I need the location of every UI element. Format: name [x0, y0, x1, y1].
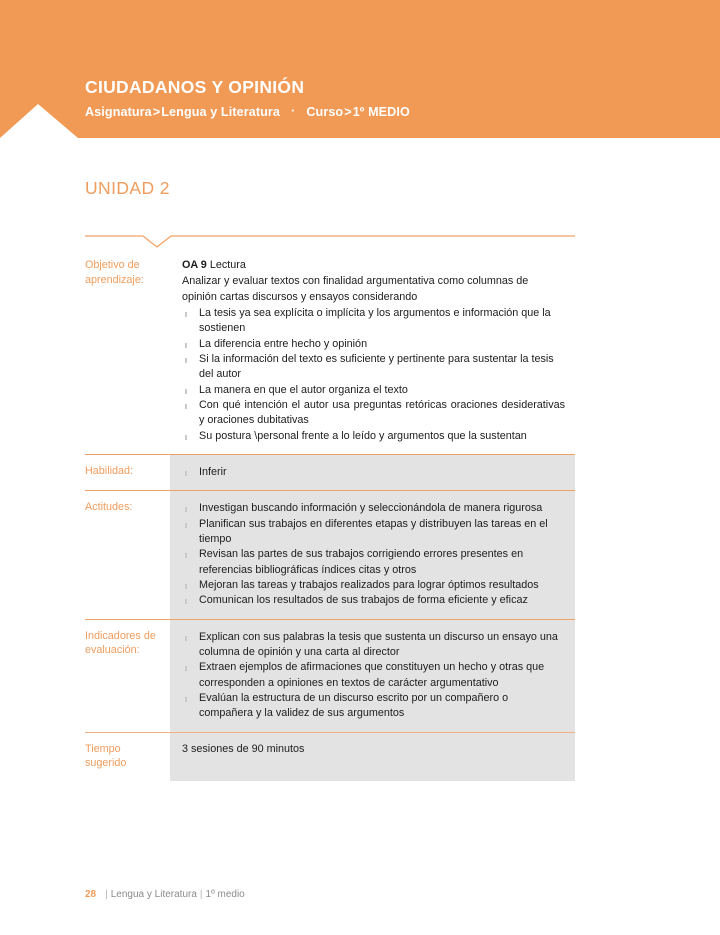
page-footer	[85, 889, 245, 900]
row-label-objetivo: Objetivo de aprendizaje:	[85, 259, 144, 286]
list-item: Revisan las partes de sus trabajos corrigiendo errores presentes en referencias bibliográficas índices citas y otros	[182, 547, 565, 578]
table-row-objetivo	[85, 249, 575, 454]
page-header	[0, 0, 720, 138]
list-item: Su postura \personal frente a lo leído y argumentos que la sustentan	[182, 429, 565, 444]
page-title: CIUDADANOS Y OPINIÓN	[85, 77, 305, 97]
list-item: Evalúan la estructura de un discurso escrito por un compañero o compañera y la validez de sus argumentos	[182, 691, 565, 722]
learning-objective-table	[85, 235, 575, 781]
row-label-indicadores: Indicadores de evaluación:	[85, 629, 156, 657]
table-top-rule-with-notch	[85, 235, 575, 249]
table-row-habilidad	[85, 455, 575, 490]
table-row-indicadores	[85, 620, 575, 732]
oa-code-line	[182, 258, 565, 273]
oa-code: OA 9	[182, 259, 207, 271]
list-item: Comunican los resultados de sus trabajos de forma eficiente y eficaz	[182, 593, 565, 608]
unit-title: UNIDAD 2	[85, 178, 170, 198]
oa-paragraph: Analizar y evaluar textos con finalidad argumentativa como columnas de opinión cartas discursos y ensayos considerando	[182, 275, 529, 303]
breadcrumb-dot-icon: ·	[291, 104, 296, 119]
list-item: La manera en que el autor organiza el texto	[182, 383, 565, 398]
tiempo-text: 3 sesiones de 90 minutos	[182, 742, 305, 755]
indicadores-bullet-list	[182, 630, 565, 722]
footer-subject: Lengua y Literatura	[110, 889, 197, 900]
row-content-objetivo	[170, 249, 575, 454]
list-item: Investigan buscando información y seleccionándola de manera rigurosa	[182, 501, 565, 516]
table-row-tiempo	[85, 733, 575, 782]
list-item: Planifican sus trabajos en diferentes etapas y distribuyen las tareas en el tiempo	[182, 517, 565, 548]
list-item: La tesis ya sea explícita o implícita y los argumentos e información que la sostienen	[182, 306, 565, 337]
row-content-tiempo	[170, 733, 575, 782]
row-content-indicadores	[170, 620, 575, 732]
course-value: 1º MEDIO	[352, 105, 410, 120]
header-text-block	[85, 78, 410, 119]
table-row-actitudes	[85, 491, 575, 618]
row-label-actitudes: Actitudes:	[85, 501, 133, 514]
oa-code-suffix: Lectura	[209, 259, 246, 271]
actitudes-bullet-list	[182, 501, 565, 608]
list-item: Inferir	[182, 465, 565, 480]
subject-separator-icon: >	[152, 105, 161, 120]
footer-level: 1º medio	[205, 889, 245, 900]
list-item: Explican con sus palabras la tesis que sustenta un discurso un ensayo una columna de opinión y una carta al director	[182, 630, 565, 661]
oa-bullet-list	[182, 306, 565, 444]
footer-separator-2: |	[199, 889, 203, 900]
course-separator-icon: >	[344, 105, 352, 120]
row-content-actitudes	[170, 491, 575, 618]
list-item: La diferencia entre hecho y opinión	[182, 337, 565, 352]
subject-value: Lengua y Literatura	[161, 105, 281, 120]
list-item: Mejoran las tareas y trabajos realizados para lograr óptimos resultados	[182, 578, 565, 593]
subject-label: Asignatura	[85, 105, 152, 120]
list-item: Si la información del texto es suficiente y pertinente para sustentar la tesis del autor	[182, 352, 565, 383]
page-number: 28	[85, 889, 97, 900]
footer-separator-1: |	[105, 889, 108, 900]
row-content-habilidad	[170, 455, 575, 490]
header-triangle-notch	[0, 104, 78, 138]
row-label-habilidad: Habilidad:	[85, 464, 134, 477]
header-breadcrumb	[85, 104, 410, 119]
row-label-tiempo: Tiempo sugerido	[85, 742, 127, 770]
course-label: Curso	[306, 105, 344, 120]
list-item: Extraen ejemplos de afirmaciones que constituyen un hecho y otras que corresponden a opiniones en textos de carácter argumentativo	[182, 660, 565, 691]
list-item: Con qué intención el autor usa preguntas retóricas oraciones desiderativas y oraciones dubitativas	[182, 398, 565, 429]
habilidad-bullet-list	[182, 465, 565, 480]
